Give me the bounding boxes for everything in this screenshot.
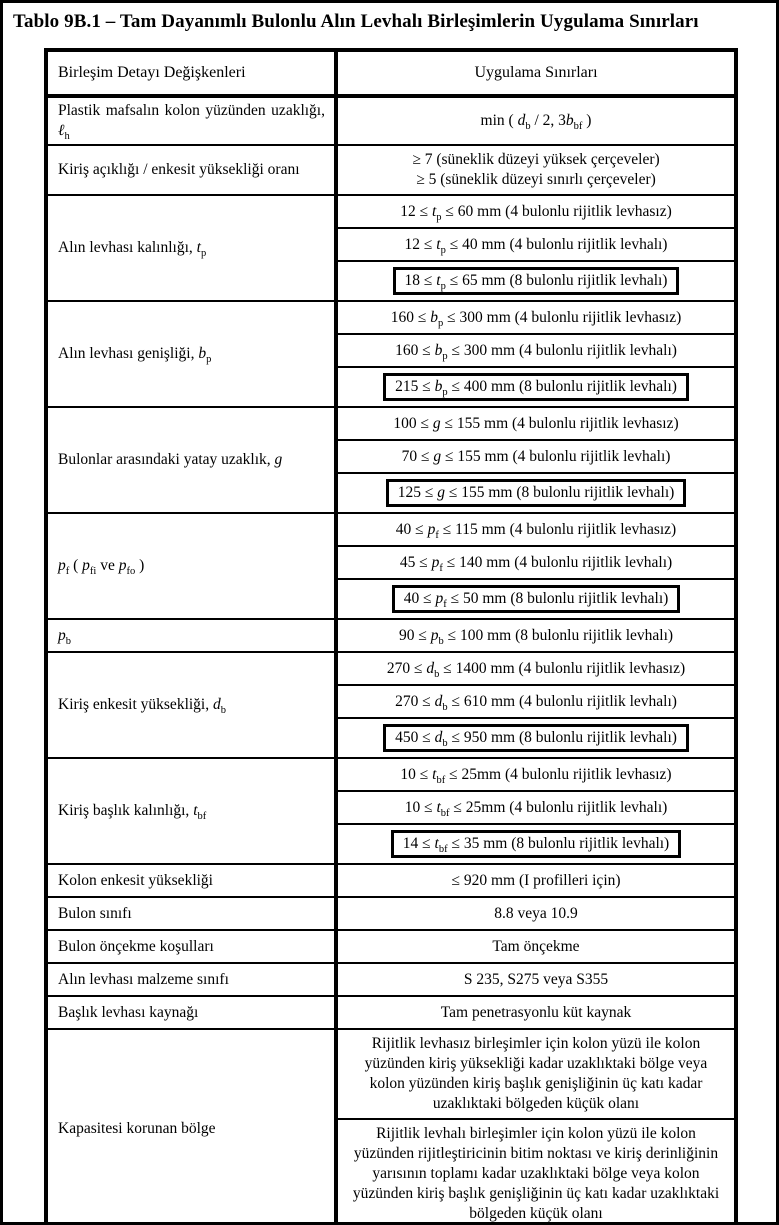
table-row — [46, 758, 736, 791]
highlight-box: $40 \le p_f \le 50$ mm (8 bulonlu rijitlik levhalı) — [392, 585, 681, 613]
table-row — [46, 652, 736, 685]
limit-value: min ( $d_b / 2$, $3b_{bf}$ ) — [336, 96, 736, 145]
header-variables: Birleşim Detayı Değişkenleri — [46, 50, 336, 96]
table-row — [46, 96, 736, 145]
limit-value: $40 \le p_f \le 115$ mm (4 bulonlu rijitlik levhasız) — [336, 513, 736, 546]
variable-label: Alın levhası kalınlığı, $t_p$ — [46, 195, 336, 301]
limit-value: $270 \le d_b \le 610$ mm (4 bulonlu rijitlik levhalı) — [336, 685, 736, 718]
limits-table-body — [46, 96, 736, 1225]
variable-label: Başlık levhası kaynağı — [46, 996, 336, 1029]
table-row — [46, 963, 736, 996]
table-row — [46, 619, 736, 652]
header-limits: Uygulama Sınırları — [336, 50, 736, 96]
limit-value: S 235, S275 veya S355 — [336, 963, 736, 996]
highlight-box: 125 ≤ g ≤ 155 mm (8 bulonlu rijitlik levhalı) — [386, 479, 687, 507]
table-row — [46, 996, 736, 1029]
limit-value: $270 \le d_b \le 1400$ mm (4 bulonlu rijitlik levhasız) — [336, 652, 736, 685]
highlight-box: $14 \le t_{bf} \le 35$ mm (8 bulonlu rijitlik levhalı) — [391, 830, 681, 858]
variable-label: Kiriş açıklığı / enkesit yüksekliği oranı — [46, 145, 336, 195]
limit-value: $160 \le b_p \le 300$ mm (4 bulonlu rijitlik levhasız) — [336, 301, 736, 334]
limit-value — [336, 718, 736, 758]
limit-value: $10 \le t_{bf} \le 25mm$ (4 bulonlu rijitlik levhalı) — [336, 791, 736, 824]
limit-value: Tam penetrasyonlu küt kaynak — [336, 996, 736, 1029]
limit-value: Rijitlik levhasız birleşimler için kolon yüzü ile kolon yüzünden kiriş yüksekliği kadar uzaklıktaki bölge veya kolon yüzünden kiriş başlık genişliğinin üç katı kadar uzaklıktaki bölgeden küçük olanı — [336, 1029, 736, 1119]
limit-value — [336, 261, 736, 301]
highlight-box: $18 \le t_p \le 65$ mm (8 bulonlu rijitlik levhalı) — [393, 267, 680, 295]
limit-value: Rijitlik levhalı birleşimler için kolon yüzü ile kolon yüzünden rijitleştiricinin bitim noktası ve kiriş derinliğinin yarısının toplamı kadar uzaklıktaki bölge veya kolon yüzünden kiriş başlık genişliğinin üç katı kadar uzaklıktaki bölgeden küçük olanı — [336, 1119, 736, 1225]
limits-table — [44, 48, 738, 1225]
highlight-box: $215 \le b_p \le 400$ mm (8 bulonlu rijitlik levhalı) — [383, 373, 689, 401]
limit-value: 70 ≤ g ≤ 155 mm (4 bulonlu rijitlik levhalı) — [336, 440, 736, 473]
table-row — [46, 864, 736, 897]
table-row — [46, 1029, 736, 1119]
variable-label: Kapasitesi korunan bölge — [46, 1029, 336, 1225]
limit-value — [336, 473, 736, 513]
variable-label: Kolon enkesit yüksekliği — [46, 864, 336, 897]
limit-value — [336, 824, 736, 864]
variable-label: Kiriş başlık kalınlığı, $t_{bf}$ — [46, 758, 336, 864]
limit-value: $12 \le t_p \le 40$ mm (4 bulonlu rijitlik levhalı) — [336, 228, 736, 261]
variable-label: Bulon önçekme koşulları — [46, 930, 336, 963]
table-row — [46, 301, 736, 334]
variable-label: Bulon sınıfı — [46, 897, 336, 930]
limit-value: $12 \le t_p \le 60$ mm (4 bulonlu rijitlik levhasız) — [336, 195, 736, 228]
limit-value: ≥ 7 (süneklik düzeyi yüksek çerçeveler) ≥ 5 (süneklik düzeyi sınırlı çerçeveler) — [336, 145, 736, 195]
limit-value: ≤ 920 mm (I profilleri için) — [336, 864, 736, 897]
variable-label: Alın levhası malzeme sınıfı — [46, 963, 336, 996]
limits-table-header — [46, 50, 736, 96]
limit-value — [336, 579, 736, 619]
variable-label: $p_f$ ( $p_{fi}$ ve $p_{fo}$ ) — [46, 513, 336, 619]
variable-label: Alın levhası genişliği, $b_p$ — [46, 301, 336, 407]
table-row — [46, 897, 736, 930]
limit-value: $160 \le b_p \le 300$ mm (4 bulonlu rijitlik levhalı) — [336, 334, 736, 367]
highlight-box: $450 \le d_b \le 950$ mm (8 bulonlu rijitlik levhalı) — [383, 724, 689, 752]
limit-value: 100 ≤ g ≤ 155 mm (4 bulonlu rijitlik levhasız) — [336, 407, 736, 440]
limit-value: 8.8 veya 10.9 — [336, 897, 736, 930]
limit-value: $90 \le p_b \le 100$ mm (8 bulonlu rijitlik levhalı) — [336, 619, 736, 652]
table-title: Tablo 9B.1 – Tam Dayanımlı Bulonlu Alın Levhalı Birleşimlerin Uygulama Sınırları — [13, 11, 699, 32]
limit-value — [336, 367, 736, 407]
table-row — [46, 513, 736, 546]
limit-value: $10 \le t_{bf} \le 25mm$ (4 bulonlu rijitlik levhasız) — [336, 758, 736, 791]
header-row — [46, 50, 736, 96]
table-row — [46, 145, 736, 195]
variable-label: Plastik mafsalın kolon yüzünden uzaklığı, ℓ$_h$ — [46, 96, 336, 145]
table-row — [46, 195, 736, 228]
variable-label: Bulonlar arasındaki yatay uzaklık, g — [46, 407, 336, 513]
limit-value: Tam önçekme — [336, 930, 736, 963]
table-row — [46, 930, 736, 963]
variable-label: $p_b$ — [46, 619, 336, 652]
table-row — [46, 407, 736, 440]
variable-label: Kiriş enkesit yüksekliği, $d_b$ — [46, 652, 336, 758]
limit-value: $45 \le p_f \le 140$ mm (4 bulonlu rijitlik levhalı) — [336, 546, 736, 579]
